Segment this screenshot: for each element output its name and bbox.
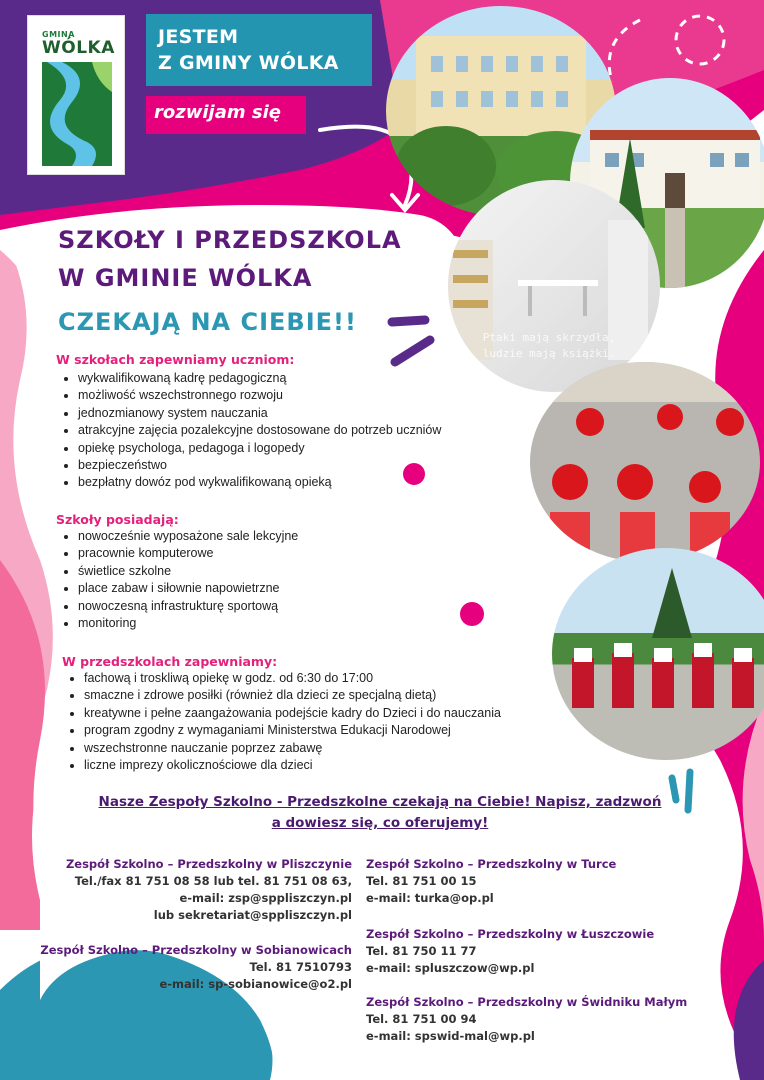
list-item: • świetlice szkolne xyxy=(78,563,298,580)
contact-swidnik-maly xyxy=(366,994,706,1045)
contact-line: e-mail: turka@op.pl xyxy=(366,891,494,905)
tagline-box xyxy=(146,96,306,134)
list-item: • fachową i troskliwą opiekę w godz. od 6:30 do 17:00 xyxy=(84,670,501,687)
header-line-1: JESTEM xyxy=(158,26,239,48)
contact-name: Zespół Szkolno – Przedszkolny w Sobianowicach xyxy=(40,943,352,957)
list-item: • kreatywne i pełne zaangażowania podejście kadry do Dzieci i do nauczania xyxy=(84,705,501,722)
contact-line: Tel. 81 751 00 94 xyxy=(366,1012,477,1026)
children-hearts-photo xyxy=(530,362,760,562)
contact-turka xyxy=(366,856,696,907)
list-item: • możliwość wszechstronnego rozwoju xyxy=(78,387,441,404)
contact-line: Tel. 81 7510793 xyxy=(249,960,352,974)
photo-quote xyxy=(454,330,644,362)
contact-line: e-mail: spluszczow@wp.pl xyxy=(366,961,535,975)
contact-luszczow xyxy=(366,926,696,977)
headline-line-1: SZKOŁY I PRZEDSZKOLA xyxy=(58,226,402,254)
contact-line: Tel. 81 750 11 77 xyxy=(366,944,477,958)
section-schools-list xyxy=(60,370,441,492)
contact-line: e-mail: sp-sobianowice@o2.pl xyxy=(159,977,352,991)
list-item: • pracownie komputerowe xyxy=(78,545,298,562)
contact-name: Zespół Szkolno – Przedszkolny w Turce xyxy=(366,857,617,871)
logo-big-text: WÓLKA xyxy=(42,38,115,58)
header-title-box xyxy=(146,14,372,86)
contact-line: e-mail: spswid-mal@wp.pl xyxy=(366,1029,535,1043)
list-item: • liczne imprezy okolicznościowe dla dzieci xyxy=(84,757,501,774)
list-item: • bezpłatny dowóz pod wykwalifikowaną opieką xyxy=(78,474,441,491)
list-item: • monitoring xyxy=(78,615,298,632)
cta-line-1: Nasze Zespoły Szkolno - Przedszkolne czekają na Ciebie! Napisz, zadzwoń xyxy=(98,794,662,810)
list-item: • wykwalifikowaną kadrę pedagogiczną xyxy=(78,370,441,387)
list-item: • opiekę psychologa, pedagoga i logopedy xyxy=(78,440,441,457)
contact-name: Zespół Szkolno – Przedszkolny w Świdniku Małym xyxy=(366,995,688,1009)
quote-line-2: ludzie mają książki. xyxy=(482,347,616,360)
section-preschool-title: W przedszkolach zapewniamy: xyxy=(62,654,278,669)
section-schools-title: W szkołach zapewniamy uczniom: xyxy=(56,352,295,367)
list-item: • atrakcyjne zajęcia pozalekcyjne dostosowane do potrzeb uczniów xyxy=(78,422,441,439)
call-to-action xyxy=(80,792,680,834)
contact-name: Zespół Szkolno – Przedszkolny w Łuszczowie xyxy=(366,927,655,941)
section-facilities-list xyxy=(60,528,298,632)
header-line-2: Z GMINY WÓLKA xyxy=(158,52,339,74)
contact-line: lub sekretariat@sppliszczyn.pl xyxy=(153,908,352,922)
tagline-text: rozwijam się xyxy=(154,102,281,123)
list-item: • smaczne i zdrowe posiłki (również dla dzieci ze specjalną dietą) xyxy=(84,687,501,704)
contact-sobianowice xyxy=(20,942,352,993)
contact-line: Tel. 81 751 00 15 xyxy=(366,874,477,888)
gmina-logo xyxy=(28,16,124,174)
section-facilities-title: Szkoły posiadają: xyxy=(56,512,179,527)
contact-line: e-mail: zsp@sppliszczyn.pl xyxy=(179,891,352,905)
list-item: • nowocześnie wyposażone sale lekcyjne xyxy=(78,528,298,545)
section-preschool-list xyxy=(66,670,501,774)
contact-line: Tel./fax 81 751 08 58 lub tel. 81 751 08 63, xyxy=(74,874,352,888)
folk-dance-photo xyxy=(552,548,764,760)
cta-line-2: a dowiesz się, co oferujemy! xyxy=(271,815,489,831)
list-item: • place zabaw i siłownie napowietrzne xyxy=(78,580,298,597)
contact-name: Zespół Szkolno – Przedszkolny w Pliszczynie xyxy=(65,857,352,871)
river-emblem-icon xyxy=(42,62,112,166)
headline-line-3: CZEKAJĄ NA CIEBIE!! xyxy=(58,308,357,336)
contact-pliszczyn xyxy=(30,856,352,924)
list-item: • wszechstronne nauczanie poprzez zabawę xyxy=(84,740,501,757)
list-item: • program zgodny z wymaganiami Ministerstwa Edukacji Narodowej xyxy=(84,722,501,739)
quote-line-1: Ptaki mają skrzydła, xyxy=(482,331,616,344)
headline-line-2: W GMINIE WÓLKA xyxy=(58,264,313,292)
list-item: • jednozmianowy system nauczania xyxy=(78,405,441,422)
logo-small-text: GMINA xyxy=(42,30,75,39)
list-item: • bezpieczeństwo xyxy=(78,457,441,474)
list-item: • nowoczesną infrastrukturę sportową xyxy=(78,598,298,615)
